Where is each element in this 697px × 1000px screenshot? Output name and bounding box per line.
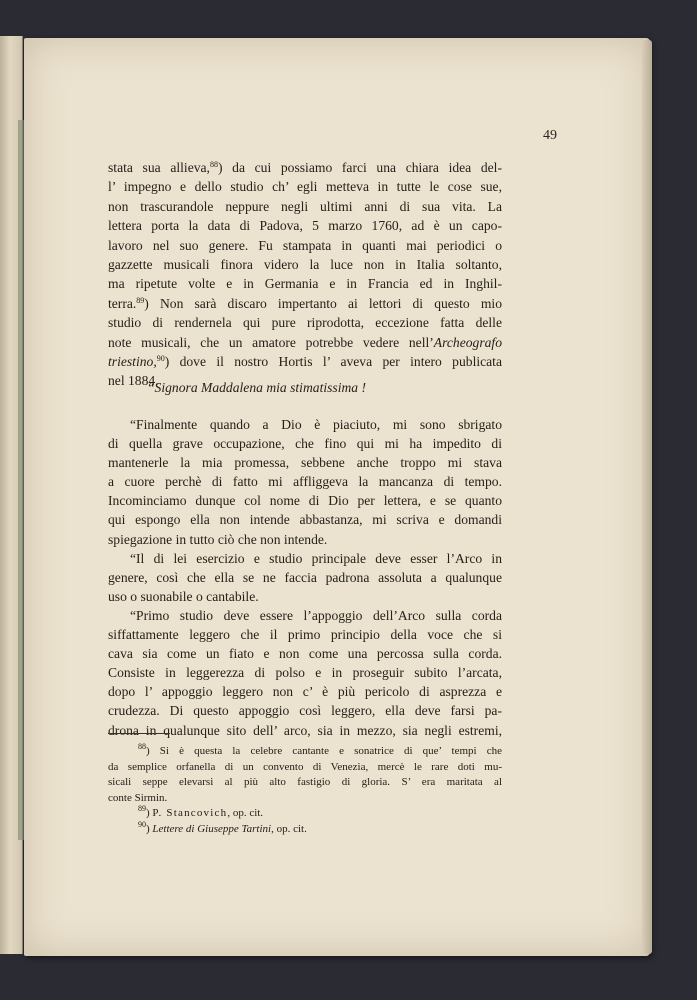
- text-line: siffattamente leggero che il primo principio della voce che si: [108, 627, 502, 643]
- text-line: gazzette musicali finora videro la luce non in Italia soltanto,: [108, 257, 502, 273]
- page-stack-edge: [642, 40, 652, 954]
- letter-body: [108, 415, 502, 740]
- text-line: a cuore perchè di fatto mi affliggeva la mancanza di tempo.: [108, 474, 502, 490]
- text-line: triestino,$^{90}$) dove il nostro Hortis l’ aveva per intero publicata: [108, 354, 502, 370]
- text-line: “Finalmente quando a Dio è piaciuto, mi sono sbrigato: [130, 417, 502, 432]
- text-line: qui espongo ella non intende abbastanza, mi scriva e domandi: [108, 512, 502, 528]
- text-line: Incominciamo dunque col nome di Dio per lettera, e se quanto: [108, 493, 502, 509]
- text-line: dopo l’ appoggio leggero non c’ è più pericolo di asprezza e: [108, 684, 502, 700]
- text-line: spiegazione in tutto ciò che non intende.: [108, 531, 328, 547]
- footnote-88: $^{88}$) Si è questa la celebre cantante e sonatrice di que’ tempi che: [138, 742, 502, 757]
- footnote-90: $^{90}$) Lettere di Giuseppe Tartini, op. cit.: [138, 819, 307, 835]
- footnote-ref: 89: [136, 295, 145, 305]
- text-line: Consiste in leggerezza di polso e in proseguir subito l’arcata,: [108, 665, 502, 681]
- text-line: “Il di lei esercizio e studio principale deve esser l’Arco in: [130, 550, 502, 566]
- text-line: nel 1884.: [108, 373, 159, 389]
- text-line: lavoro nel suo genere. Fu stampata in quanti mai periodici o: [108, 237, 502, 253]
- text-line: non trascurandole neppure negli ultimi anni di sua vita. La: [108, 198, 502, 214]
- text-line: drona in qualunque sito dell’ arco, sia in mezzo, sia negli estremi,: [108, 722, 502, 738]
- footnote-89: $^{89}$) P. Stancovich, op. cit.: [138, 804, 264, 820]
- text-line: studio di rendernela qui pure riprodotta, eccezione fatta delle: [108, 315, 502, 331]
- text-line: terra.$^{89}$) Non sarà discaro impertanto ai lettori di questo mio: [108, 295, 502, 311]
- footnote-ref: 90: [156, 354, 165, 364]
- footnote-ref: 88: [209, 160, 218, 169]
- text-line: stata sua allieva,$^{88}$) da cui possiamo farci una chiara idea del-: [108, 160, 502, 175]
- text-line: note musicali, che un amatore potrebbe vedere nell’Archeografo: [108, 334, 502, 350]
- text-line: uso o suonabile o cantabile.: [108, 588, 259, 604]
- footnote-line: da semplice orfanella di un convento di Venezia, mercè le rare doti mu-: [108, 760, 502, 773]
- footnotes: [108, 744, 502, 838]
- text-line: mantenerle la mia promessa, sebbene anche troppo mi stava: [108, 455, 502, 471]
- text-line: “Primo studio deve essere l’appoggio dell’Arco sulla corda: [130, 607, 502, 623]
- text-line: ma ripetute volte e in Germania e in Francia ed in Inghil-: [108, 276, 502, 292]
- text-line: crudezza. Di questo appoggio così leggero, ella deve farsi pa-: [108, 703, 502, 719]
- text-line: di quella grave occupazione, che fino qui mi ha impedito di: [108, 436, 502, 452]
- text-line: l’ impegno e dello studio ch’ egli metteva in tutte le cose sue,: [108, 179, 502, 195]
- text-line: cava sia come un fiato e non come una percossa sulla corda.: [108, 646, 502, 662]
- letter-salutation: “Signora Maddalena mia stimatissima !: [147, 380, 367, 395]
- footnote-line: sicali seppe elevarsi al più alto fastigio di gloria. S’ era maritata al: [108, 776, 502, 789]
- page-number: 49: [543, 128, 557, 143]
- footnote-divider: [108, 733, 170, 734]
- intro-paragraph: [108, 158, 502, 391]
- text-line: genere, così che ella se ne faccia padrona assoluta a qualunque: [108, 569, 502, 585]
- footnote-line: conte Sirmin.: [108, 791, 168, 804]
- text-line: lettera porta la data di Padova, 5 marzo 1760, ad è un capo-: [108, 218, 502, 234]
